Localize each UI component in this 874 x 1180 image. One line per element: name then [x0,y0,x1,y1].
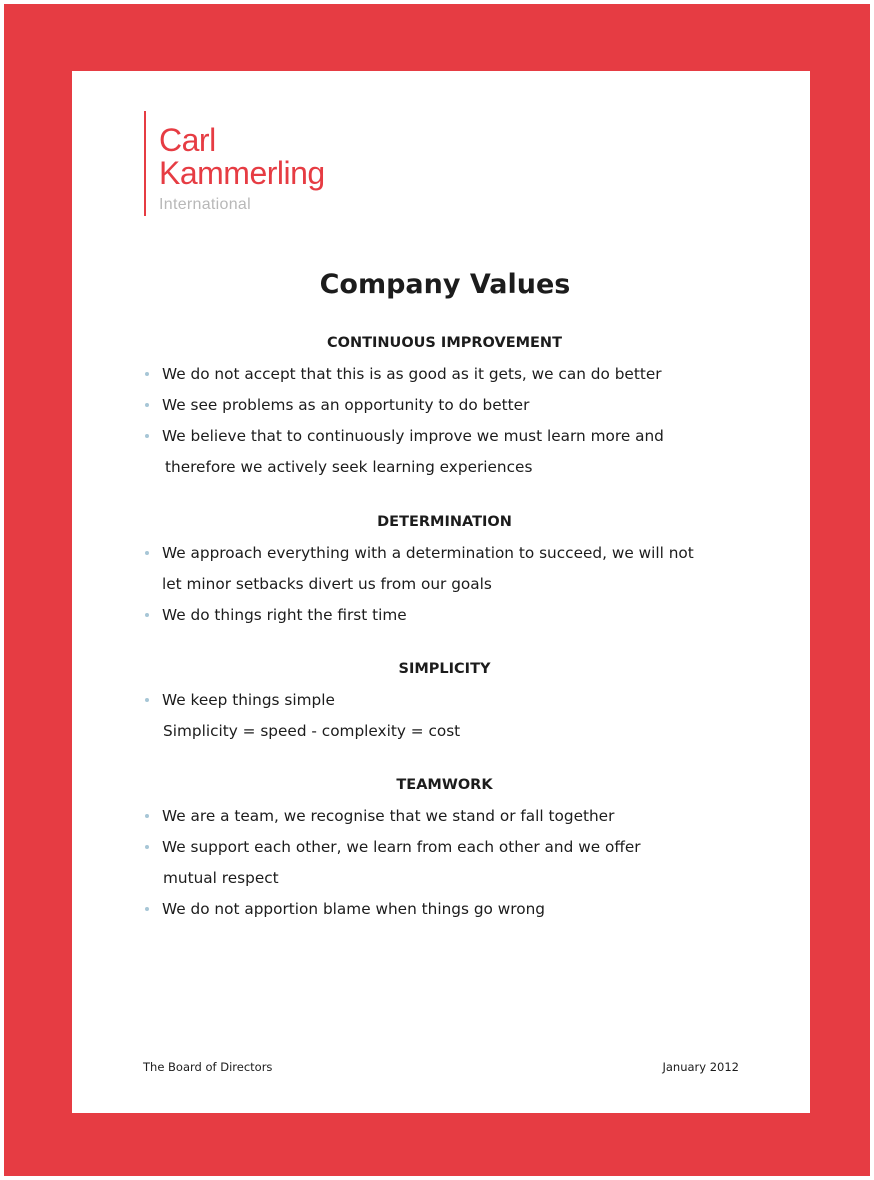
list-item-continuation [142,716,762,747]
section-teamwork [142,775,762,925]
bullet-icon [145,551,149,555]
bullet-icon [145,613,149,617]
logo-line-carl: Carl [159,122,216,158]
item-text: We do not apportion blame when things go wrong [162,900,545,918]
bullet-icon [145,698,149,702]
logo-line-international: International [159,196,251,213]
item-text: We believe that to continuously improve we must learn more and [162,427,664,445]
list-item [142,600,762,631]
section-simplicity [142,659,762,747]
list-item [142,421,762,452]
item-text: We are a team, we recognise that we stand or fall together [162,807,615,825]
list-item [142,894,762,925]
item-text: We see problems as an opportunity to do better [162,396,530,414]
document-page [72,71,810,1113]
list-item [142,538,762,569]
list-item-continuation [142,452,762,483]
item-text: We do things right the first time [162,606,407,624]
item-text: We approach everything with a determination to succeed, we will not [162,544,694,562]
item-text: We keep things simple [162,691,335,709]
list-item-continuation [142,569,762,600]
section-heading: CONTINUOUS IMPROVEMENT [327,335,562,351]
section-continuous-improvement [142,333,762,483]
bullet-icon [145,434,149,438]
item-text: We do not accept that this is as good as it gets, we can do better [162,365,662,383]
item-text: We support each other, we learn from each other and we offer [162,838,641,856]
section-heading: SIMPLICITY [398,661,491,677]
footer-date: January 2012 [662,1060,739,1074]
section-determination [142,512,762,631]
bullet-icon [145,372,149,376]
item-text: mutual respect [163,869,279,887]
item-text: Simplicity = speed - complexity = cost [163,722,461,740]
bullet-icon [145,403,149,407]
section-heading: DETERMINATION [377,514,512,530]
red-border-frame [4,4,870,1176]
list-item [142,359,762,390]
list-item [142,685,762,716]
bullet-icon [145,907,149,911]
page-title: Company Values [319,269,571,300]
list-item [142,832,762,863]
list-item-continuation [142,863,762,894]
logo-line-kammerling: Kammerling [159,155,325,191]
item-text: let minor setbacks divert us from our goals [162,575,492,593]
company-logo [144,111,325,216]
footer-signature: The Board of Directors [143,1060,273,1074]
section-heading: TEAMWORK [396,777,493,793]
bullet-icon [145,845,149,849]
item-text: therefore we actively seek learning experiences [165,458,533,476]
bullet-icon [145,814,149,818]
list-item [142,390,762,421]
list-item [142,801,762,832]
